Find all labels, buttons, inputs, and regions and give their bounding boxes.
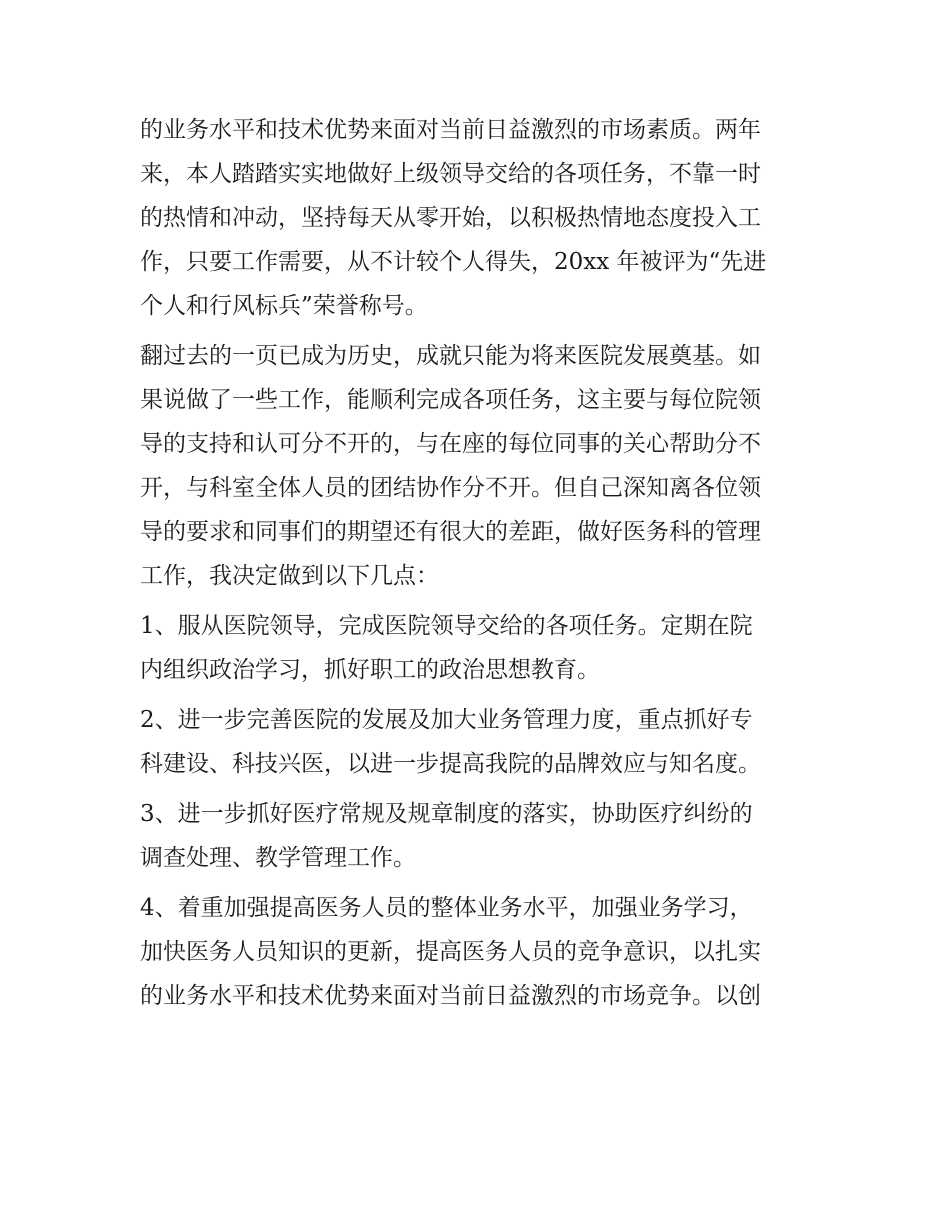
text-line: 的业务水平和技术优势来面对当前日益激烈的市场素质。两年 [140, 117, 761, 143]
text-line: 果说做了一些工作，能顺利完成各项任务，这主要与每位院领 [140, 387, 761, 413]
text-line: 科建设、科技兴医，以进一步提高我院的品牌效应与知名度。 [140, 751, 761, 777]
text-line: 开，与科室全体人员的团结协作分不开。但自己深知离各位领 [140, 475, 761, 501]
text-line: 2、进一步完善医院的发展及加大业务管理力度，重点抓好专 [140, 707, 753, 733]
text-line: 调查处理、教学管理工作。 [140, 845, 416, 871]
text-line: 导的要求和同事们的期望还有很大的差距，做好医务科的管理 [140, 519, 761, 545]
text-line: 来，本人踏踏实实地做好上级领导交给的各项任务，不靠一时 [140, 161, 761, 187]
text-line: 作，只要工作需要，从不计较个人得失，20xx 年被评为“先进 [140, 249, 767, 275]
document-body [140, 108, 830, 1018]
text-line: 的业务水平和技术优势来面对当前日益激烈的市场竞争。以创 [140, 983, 761, 1009]
text-line: 4、着重加强提高医务人员的整体业务水平，加强业务学习， [140, 895, 753, 921]
text-line: 工作，我决定做到以下几点： [140, 563, 439, 589]
text-line: 翻过去的一页已成为历史，成就只能为将来医院发展奠基。如 [140, 343, 761, 369]
text-line: 1、服从医院领导，完成医院领导交给的各项任务。定期在院 [140, 613, 753, 639]
text-line: 内组织政治学习，抓好职工的政治思想教育。 [140, 657, 600, 683]
text-line: 的热情和冲动，坚持每天从零开始，以积极热情地态度投入工 [140, 205, 761, 231]
text-line: 导的支持和认可分不开的，与在座的每位同事的关心帮助分不 [140, 431, 761, 457]
text-line: 3、进一步抓好医疗常规及规章制度的落实，协助医疗纠纷的 [140, 801, 753, 827]
text-line: 个人和行风标兵”荣誉称号。 [140, 293, 428, 319]
text-line: 加快医务人员知识的更新，提高医务人员的竞争意识，以扎实 [140, 939, 761, 965]
